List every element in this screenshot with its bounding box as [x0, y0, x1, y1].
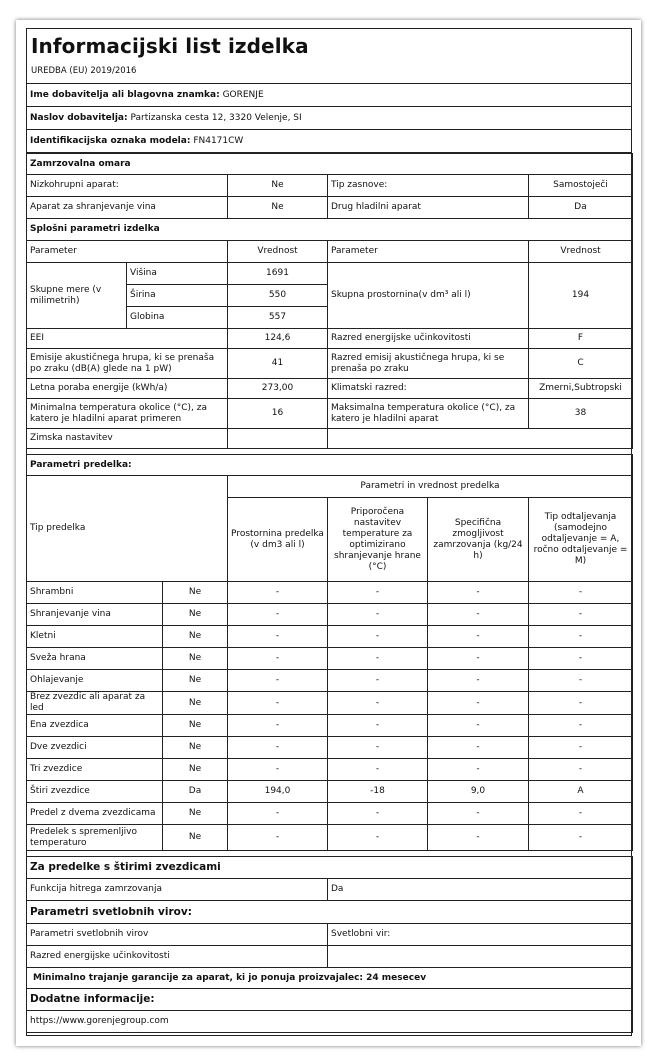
compartment-present: Da — [163, 781, 228, 803]
compartment-row — [27, 781, 633, 803]
compartment-temperature: - — [328, 582, 428, 604]
compartment-temperature: - — [328, 715, 428, 737]
supplier-table — [26, 83, 632, 153]
compartment-volume: - — [228, 737, 328, 759]
compartment-temperature: - — [328, 626, 428, 648]
min-ambient-temp-label: Minimalna temperatura okolice (°C), za katero je hladilni aparat primeren — [27, 399, 228, 429]
light-params-row — [27, 924, 633, 946]
other-appliance-label: Drug hladilni aparat — [328, 197, 529, 219]
additional-info-heading: Dodatne informacije: — [27, 989, 633, 1011]
freezing-capacity-column-header: Specifična zmogljivost zamrzovanja (kg/24 h) — [428, 498, 529, 582]
guarantee-row — [27, 968, 633, 989]
compartment-present: Ne — [163, 692, 228, 715]
wine-appliance-value: Ne — [228, 197, 328, 219]
compartment-name: Sveža hrana — [27, 648, 163, 670]
winter-setting-value — [228, 429, 328, 449]
compartment-present: Ne — [163, 759, 228, 781]
basic-info-table — [26, 153, 633, 219]
compartment-temperature: - — [328, 803, 428, 825]
address-cell — [27, 107, 632, 130]
compartment-freezing-capacity: - — [428, 759, 529, 781]
noise-class-value: C — [529, 349, 633, 379]
compartment-table — [26, 454, 633, 851]
compartment-heading: Parametri predelka: — [27, 455, 633, 476]
design-type-value: Samostoječi — [529, 175, 633, 197]
light-energy-class-value — [328, 946, 633, 968]
light-energy-class-label: Razred energijske učinkovitosti — [27, 946, 328, 968]
compartment-heading-row — [27, 455, 633, 476]
compartment-row — [27, 648, 633, 670]
light-params-label: Parametri svetlobnih virov — [27, 924, 328, 946]
compartment-row — [27, 803, 633, 825]
winter-setting-row — [27, 429, 633, 449]
noise-class-label: Razred emisij akustičnega hrupa, ki se prenaša po zraku — [328, 349, 529, 379]
fast-freeze-row — [27, 879, 633, 901]
address-label: Naslov dobavitelja: — [30, 112, 128, 123]
compartment-name: Shrambni — [27, 582, 163, 604]
supplier-value: GORENJE — [222, 89, 264, 100]
website-link[interactable]: https://www.gorenjegroup.com — [27, 1011, 633, 1033]
compartment-present: Ne — [163, 715, 228, 737]
compartment-temperature: - — [328, 737, 428, 759]
compartment-temperature: -18 — [328, 781, 428, 803]
value-header-right: Vrednost — [529, 241, 633, 263]
url-row — [27, 1011, 633, 1033]
compartment-name: Predelek s spremenljivo temperaturo — [27, 825, 163, 851]
noise-value: 41 — [228, 349, 328, 379]
compartment-temperature: - — [328, 604, 428, 626]
height-label: Višina — [127, 263, 228, 285]
width-label: Širina — [127, 285, 228, 307]
depth-label: Globina — [127, 307, 228, 329]
design-type-label: Tip zasnove: — [328, 175, 529, 197]
max-ambient-temp-label: Maksimalna temperatura okolice (°C), za katero je hladilni aparat — [328, 399, 529, 429]
compartment-present: Ne — [163, 803, 228, 825]
compartment-freezing-capacity: - — [428, 670, 529, 692]
compartment-present: Ne — [163, 626, 228, 648]
compartment-defrost-type: - — [529, 737, 633, 759]
compartment-freezing-capacity: - — [428, 737, 529, 759]
defrost-type-column-header: Tip odtaljevanja (samodejno odtaljevanje = A, ročno odtaljevanje = M) — [529, 498, 633, 582]
compartment-defrost-type: - — [529, 670, 633, 692]
noise-row — [27, 349, 633, 379]
four-star-heading-row — [27, 857, 633, 879]
climate-class-value: Zmerni,Subtropski — [529, 379, 633, 399]
annual-energy-row — [27, 379, 633, 399]
category-row — [27, 154, 633, 175]
min-ambient-temp-value: 16 — [228, 399, 328, 429]
address-value: Partizanska cesta 12, 3320 Velenje, SI — [130, 112, 302, 123]
appliance-category: Zamrzovalna omara — [27, 154, 633, 175]
energy-class-value: F — [529, 329, 633, 349]
compartment-freezing-capacity: - — [428, 825, 529, 851]
wine-appliance-label: Aparat za shranjevanje vina — [27, 197, 228, 219]
compartment-name: Štiri zvezdice — [27, 781, 163, 803]
compartment-row — [27, 670, 633, 692]
four-star-heading: Za predelke s štirimi zvezdicami — [27, 857, 633, 879]
four-star-table — [26, 856, 633, 1033]
compartment-row — [27, 825, 633, 851]
compartment-type-header: Tip predelka — [27, 476, 228, 582]
temperature-column-header: Priporočena nastavitev temperature za optimizirano shranjevanje hrane (°C) — [328, 498, 428, 582]
compartment-group-header-row — [27, 476, 633, 498]
value-header-left: Vrednost — [228, 241, 328, 263]
compartment-temperature: - — [328, 670, 428, 692]
compartment-present: Ne — [163, 604, 228, 626]
compartment-volume: - — [228, 604, 328, 626]
compartment-present: Ne — [163, 737, 228, 759]
compartment-name: Tri zvezdice — [27, 759, 163, 781]
annual-energy-value: 273,00 — [228, 379, 328, 399]
compartment-defrost-type: - — [529, 715, 633, 737]
compartment-rows — [27, 582, 633, 851]
compartment-name: Kletni — [27, 626, 163, 648]
compartment-defrost-type: A — [529, 781, 633, 803]
page-title: Informacijski list izdelka — [31, 34, 309, 58]
compartment-freezing-capacity: - — [428, 626, 529, 648]
light-class-row — [27, 946, 633, 968]
compartment-name: Ena zvezdica — [27, 715, 163, 737]
fast-freeze-value: Da — [328, 879, 633, 901]
noise-label: Emisije akustičnega hrupa, ki se prenaša po zraku (dB(A) glede na 1 pW) — [27, 349, 228, 379]
compartment-volume: - — [228, 648, 328, 670]
compartment-group-header: Parametri in vrednost predelka — [228, 476, 633, 498]
compartment-temperature: - — [328, 759, 428, 781]
max-ambient-temp-value: 38 — [529, 399, 633, 429]
compartment-defrost-type: - — [529, 626, 633, 648]
compartment-defrost-type: - — [529, 825, 633, 851]
compartment-volume: - — [228, 825, 328, 851]
supplier-label: Ime dobavitelja ali blagovna znamka: — [30, 89, 220, 100]
light-heading-row — [27, 901, 633, 924]
compartment-freezing-capacity: - — [428, 604, 529, 626]
compartment-row — [27, 604, 633, 626]
compartment-present: Ne — [163, 582, 228, 604]
compartment-volume: - — [228, 626, 328, 648]
compartment-freezing-capacity: - — [428, 803, 529, 825]
general-parameters-table — [26, 218, 633, 449]
compartment-temperature: - — [328, 692, 428, 715]
compartment-temperature: - — [328, 648, 428, 670]
compartment-present: Ne — [163, 670, 228, 692]
supplier-row — [27, 84, 632, 107]
guarantee-text: Minimalno trajanje garancije za aparat, ki jo ponuja proizvajalec: 24 mesecev — [27, 968, 633, 989]
compartment-volume: - — [228, 692, 328, 715]
compartment-freezing-capacity: - — [428, 692, 529, 715]
compartment-freezing-capacity: 9,0 — [428, 781, 529, 803]
compartment-present: Ne — [163, 648, 228, 670]
supplier-cell — [27, 84, 632, 107]
energy-class-label: Razred energijske učinkovitosti — [328, 329, 529, 349]
eei-row — [27, 329, 633, 349]
compartment-volume: 194,0 — [228, 781, 328, 803]
empty-cell — [328, 429, 633, 449]
compartment-freezing-capacity: - — [428, 582, 529, 604]
compartment-volume: - — [228, 715, 328, 737]
compartment-name: Shranjevanje vina — [27, 604, 163, 626]
compartment-defrost-type: - — [529, 803, 633, 825]
compartment-defrost-type: - — [529, 759, 633, 781]
general-header-row — [27, 241, 633, 263]
volume-column-header: Prostornina predelka (v dm3 ali l) — [228, 498, 328, 582]
compartment-row — [27, 692, 633, 715]
annual-energy-label: Letna poraba energije (kWh/a) — [27, 379, 228, 399]
compartment-row — [27, 737, 633, 759]
model-cell — [27, 130, 632, 153]
model-value: FN4171CW — [193, 135, 244, 146]
low-noise-label: Nizkohrupni aparat: — [27, 175, 228, 197]
total-volume-value: 194 — [529, 263, 633, 329]
fast-freeze-label: Funkcija hitrega zamrzovanja — [27, 879, 328, 901]
height-value: 1691 — [228, 263, 328, 285]
compartment-volume: - — [228, 582, 328, 604]
compartment-present: Ne — [163, 825, 228, 851]
address-row — [27, 107, 632, 130]
compartment-defrost-type: - — [529, 692, 633, 715]
low-noise-row — [27, 175, 633, 197]
height-row — [27, 263, 633, 285]
light-source-heading: Parametri svetlobnih virov: — [27, 901, 633, 924]
winter-setting-label: Zimska nastavitev — [27, 429, 228, 449]
compartment-row — [27, 626, 633, 648]
other-appliance-value: Da — [529, 197, 633, 219]
model-row — [27, 130, 632, 153]
compartment-defrost-type: - — [529, 604, 633, 626]
width-value: 550 — [228, 285, 328, 307]
compartment-name: Predel z dvema zvezdicama — [27, 803, 163, 825]
compartment-freezing-capacity: - — [428, 648, 529, 670]
general-heading: Splošni parametri izdelka — [27, 219, 633, 241]
depth-value: 557 — [228, 307, 328, 329]
compartment-name: Dve zvezdici — [27, 737, 163, 759]
light-source-label: Svetlobni vir: — [328, 924, 633, 946]
parameter-header-right: Parameter — [328, 241, 529, 263]
total-volume-label: Skupna prostornina(v dm³ ali l) — [328, 263, 529, 329]
compartment-volume: - — [228, 670, 328, 692]
compartment-freezing-capacity: - — [428, 715, 529, 737]
dimensions-label: Skupne mere (v milimetrih) — [27, 263, 127, 329]
climate-class-label: Klimatski razred: — [328, 379, 529, 399]
compartment-name: Brez zvezdic ali aparat za led — [27, 692, 163, 715]
parameter-header-left: Parameter — [27, 241, 228, 263]
compartment-row — [27, 582, 633, 604]
compartment-row — [27, 759, 633, 781]
low-noise-value: Ne — [228, 175, 328, 197]
additional-heading-row — [27, 989, 633, 1011]
compartment-row — [27, 715, 633, 737]
ambient-temp-row — [27, 399, 633, 429]
general-heading-row — [27, 219, 633, 241]
model-label: Identifikacijska oznaka modela: — [30, 135, 191, 146]
regulation-reference: UREDBA (EU) 2019/2016 — [31, 66, 137, 76]
wine-row — [27, 197, 633, 219]
compartment-name: Ohlajevanje — [27, 670, 163, 692]
eei-label: EEI — [27, 329, 228, 349]
compartment-volume: - — [228, 759, 328, 781]
compartment-defrost-type: - — [529, 582, 633, 604]
compartment-temperature: - — [328, 825, 428, 851]
compartment-defrost-type: - — [529, 648, 633, 670]
eei-value: 124,6 — [228, 329, 328, 349]
compartment-volume: - — [228, 803, 328, 825]
